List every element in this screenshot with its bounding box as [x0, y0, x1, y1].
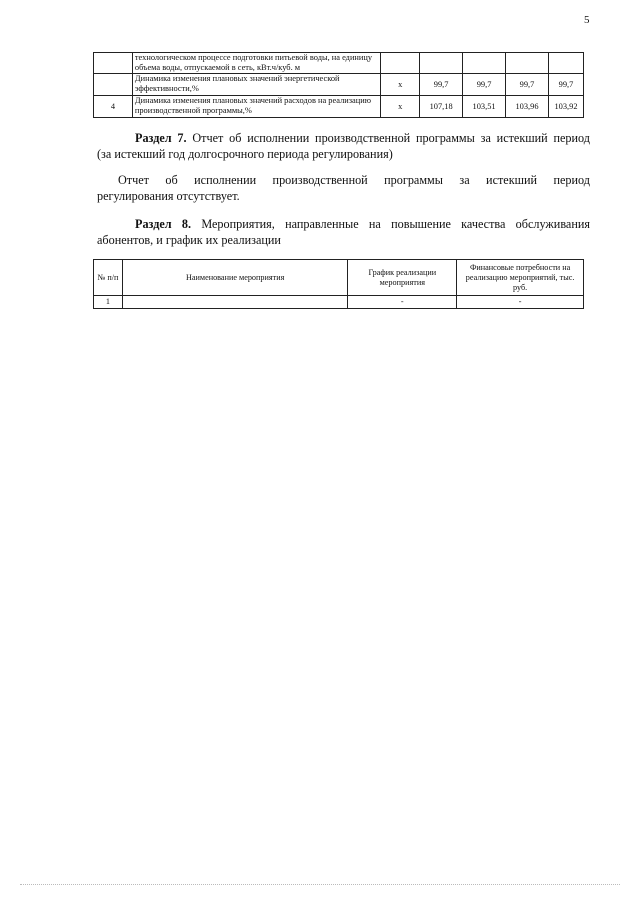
table-header-row — [94, 260, 584, 296]
header-name: Наименование мероприятия — [122, 260, 347, 296]
row-name — [122, 296, 347, 309]
section-8-title-line-1: Мероприятия, направленные на повышение качества обслуживания — [191, 217, 590, 231]
row-number: 4 — [94, 96, 133, 118]
row-unit: х — [381, 74, 420, 96]
table-row — [94, 296, 584, 309]
row-value-1 — [420, 53, 463, 74]
row-schedule: - — [348, 296, 457, 309]
row-value-4: 99,7 — [548, 74, 583, 96]
page-number: 5 — [584, 14, 590, 26]
row-number: 1 — [94, 296, 123, 309]
table-row — [94, 96, 584, 118]
row-description: технологическом процессе подготовки питьевой воды, на единицу объема воды, отпускаемой в сеть, кВт.ч/куб. м — [132, 53, 380, 74]
section-7-title-line-2: (за истекший год долгосрочного периода регулирования) — [97, 147, 393, 161]
row-value-2 — [463, 53, 506, 74]
section-7-body — [97, 172, 590, 204]
row-value-4: 103,92 — [548, 96, 583, 118]
section-7-heading — [97, 130, 590, 162]
row-description: Динамика изменения плановых значений энергетической эффективности,% — [132, 74, 380, 96]
header-number: № п/п — [94, 260, 123, 296]
row-value-3: 99,7 — [506, 74, 549, 96]
row-value-1: 107,18 — [420, 96, 463, 118]
row-value-1: 99,7 — [420, 74, 463, 96]
section-7-title-line-1: Отчет об исполнении производственной программы за истекший период — [186, 131, 590, 145]
row-unit: х — [381, 96, 420, 118]
row-value-3: 103,96 — [506, 96, 549, 118]
row-value-2: 103,51 — [463, 96, 506, 118]
section-8-title-line-2: абонентов, и график их реализации — [97, 233, 281, 247]
scan-edge-line — [20, 884, 620, 885]
table-row — [94, 74, 584, 96]
row-value-3 — [506, 53, 549, 74]
row-value-4 — [548, 53, 583, 74]
measures-table — [93, 259, 584, 309]
section-7-body-line-1: Отчет об исполнении производственной программы за истекший период — [118, 173, 590, 187]
section-8-heading — [97, 216, 590, 248]
row-value-2: 99,7 — [463, 74, 506, 96]
row-unit — [381, 53, 420, 74]
row-finance: - — [457, 296, 584, 309]
section-7-body-line-2: регулирования отсутствует. — [97, 189, 240, 203]
header-finance: Финансовые потребности на реализацию мероприятий, тыс. руб. — [457, 260, 584, 296]
row-description: Динамика изменения плановых значений расходов на реализацию производственной программы,% — [132, 96, 380, 118]
table-row — [94, 53, 584, 74]
indicators-table — [93, 52, 584, 118]
section-7-label: Раздел 7. — [135, 131, 187, 145]
row-number — [94, 74, 133, 96]
section-8-label: Раздел 8. — [135, 217, 192, 231]
row-number — [94, 53, 133, 74]
header-schedule: График реализации мероприятия — [348, 260, 457, 296]
